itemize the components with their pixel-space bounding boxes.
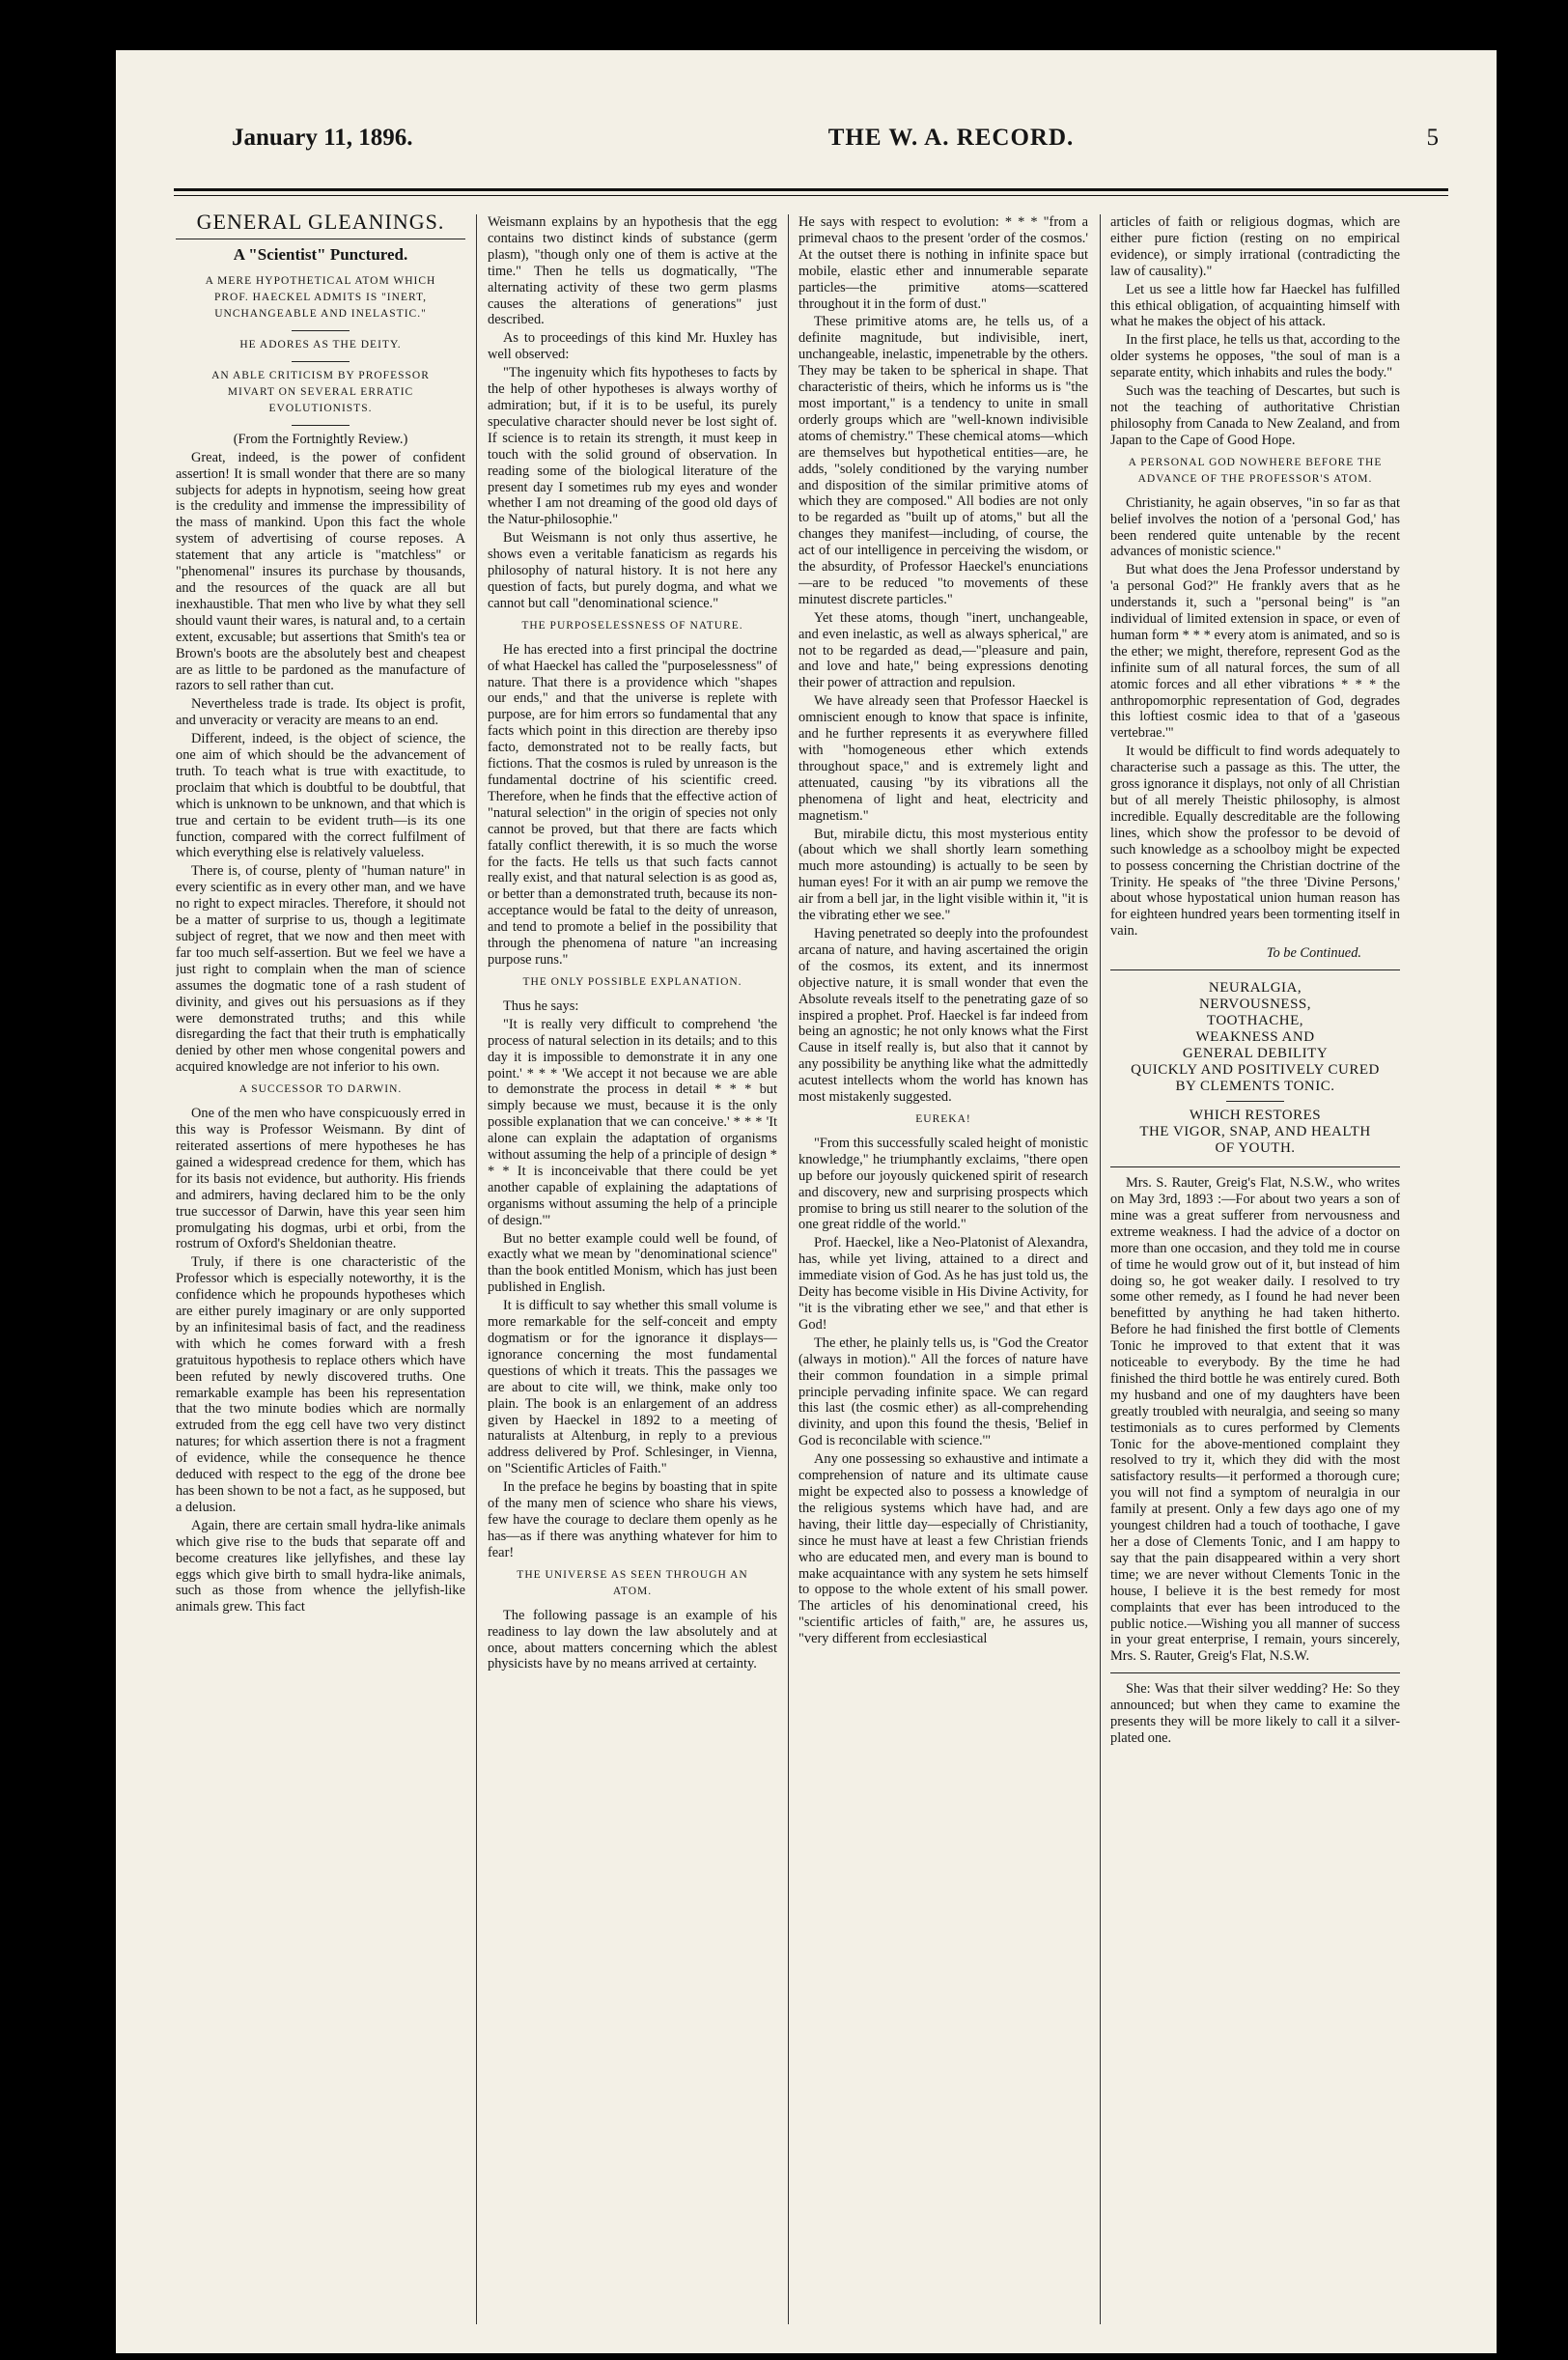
tape-mark — [50, 1531, 89, 1542]
paragraph: But Weismann is not only thus assertive, he shows even a veritable fanaticism as regards his philosophy of natural history. It is not here any question of facts, but purely dogma, and what we cannot but call "denominational science." — [488, 530, 777, 611]
paragraph: It is difficult to say whether this small volume is more remarkable for the self-conceit and empty dogmatism or for the ignorance it displays—ignorance concerning the most fundamental questions of which it treats. This the passages we are about to cite will, we think, make only too plain. The book is an enlargement of an address given by Haeckel in 1892 to a meeting of naturalists at Altenburg, in reply to a previous address delivered by Prof. Schlesinger, in Vienna, on "Scientific Articles of Faith." — [488, 1298, 777, 1477]
paragraph: As to proceedings of this kind Mr. Huxley has well observed: — [488, 330, 777, 363]
quotation: "It is really very difficult to comprehend 'the process of natural selection in its details; and to this day it is impossible to demonstrate it in any one point.' * * * 'We accept it not because we are able to demonstrate the process in detail * * * but simply because we must, because it is the only possible explanation that we can conceive.' * * * 'It alone can explain the adaptation of organisms without assuming the help of a principle of design * * * It is inconceivable that there could be yet another capable of explaining the adaptations of organisms without assuming the help of a principle of design.'" — [488, 1016, 777, 1228]
continued-note: To be Continued. — [1266, 945, 1361, 962]
paragraph: But no better example could well be found, of exactly what we mean by "denominational science" than the book entitled Monism, which has just been published in English. — [488, 1230, 777, 1296]
paragraph: We have already seen that Professor Haeckel is omniscient enough to know that space is infinite, and he further represents it as everywhere filled with "homogeneous ether which extends throughout space," and is extremely light and attenuated, causing "by its vibrations all the phenomena of light and heat, electricity and magnetism." — [798, 693, 1088, 824]
subsection-heading: THE PURPOSELESSNESS OF NATURE. — [521, 619, 743, 632]
paragraph: Such was the teaching of Descartes, but such is not the teaching of authoritative Christian philosophy from Canada to New Zealand, and from Japan to the Cape of Good Hope. — [1110, 383, 1400, 448]
article-title: A "Scientist" Punctured. — [233, 244, 408, 264]
masthead — [232, 113, 1439, 152]
column-divider — [1100, 214, 1101, 2324]
paragraph: One of the men who have conspicuously erred in this way is Professor Weismann. By dint of reiterated assertions of mere hypotheses he has gained a widespread credence for them, which has for its basis not evidence, but authority. His friends and admirers, having declared him to be the only true successor of Darwin, have this year seen him promulgating his dogmas, urbi et orbi, from the rostrum of Oxford's Sheldonian theatre. — [176, 1106, 465, 1252]
paragraph: The ether, he plainly tells us, is "God the Creator (always in motion)." All the forces of nature have their common foundation in a simple primal principle pervading infinite space. We can regard this last (the cosmic ether) as all-comprehending divinity, and upon this found the thesis, 'Belief in God is reconcilable with science.'" — [798, 1335, 1088, 1449]
issue-date: January 11, 1896. — [232, 125, 413, 151]
article-deck: A MERE HYPOTHETICAL ATOM WHICH PROF. HAECKEL ADMITS IS "INERT, UNCHANGEABLE AND INELASTIC." — [205, 274, 436, 320]
divider — [292, 330, 350, 331]
page-number: 5 — [1426, 125, 1439, 151]
divider — [1110, 969, 1400, 970]
ad-line: BY CLEMENTS TONIC. — [1175, 1079, 1335, 1095]
paragraph: He says with respect to evolution: * * * "from a primeval chaos to the present 'order of the cosmos.' At the outset there is nothing in infinite space but mobile, elastic ether and innumerable separate particles—the primitive atoms—scattered throughout it in the form of dust." — [798, 214, 1088, 312]
ad-line: QUICKLY AND POSITIVELY CURED — [1131, 1062, 1380, 1079]
paragraph: Any one possessing so exhaustive and intimate a comprehension of nature and its ultimate cause might be expected also to possess a knowledge of the religious systems which have had, and are having, their little day—especially of Christianity, since he must have at least a few Christian friends who are educated men, and every man is bound to make acquaintance with any system he sets himself to oppose to the whole extent of his small power. The articles of his denominational creed, his "scientific articles of faith," are, he assures us, "very different from ecclesiastical — [798, 1451, 1088, 1647]
newspaper-page — [116, 50, 1497, 2353]
ad-line: NERVOUSNESS, — [1198, 997, 1312, 1013]
subsection-heading: A SUCCESSOR TO DARWIN. — [238, 1083, 403, 1096]
paragraph: Yet these atoms, though "inert, unchangeable, and even inelastic, as well as always spherical," are not to be regarded as dead,—"pleasure and pain, and love and hate," being expressions denoting their power of attraction and repulsion. — [798, 609, 1088, 691]
masthead-rule — [174, 188, 1448, 191]
column-divider — [476, 214, 477, 2324]
paragraph: Weismann explains by an hypothesis that the egg contains two distinct kinds of substance (germ plasm), "though only one of them is active at the time." Then he tells us dogmatically, "The alternating activity of these two germ plasms causes the alterations of generations" just described. — [488, 214, 777, 328]
section-heading: GENERAL GLEANINGS. — [196, 214, 445, 234]
paragraph: These primitive atoms are, he tells us, of a definite magnitude, but indivisible, inert, unchangeable, inelastic, impenetrable by the others. They may be taken to be spherical in shape. That characteristic of theirs, which he informs us is "the most important," is a tendency to unite in small orderly groups which are "well-known indivisible atoms of chemistry." These chemical atoms—which are themselves but hypothetical entities—are, he adds, "solely conditioned by the varying number and disposition of the similar primitive atoms of which they are composed." All bodies are not only to be regarded as "built up of atoms," but all the changes they manifest—including, of course, the act of our intelligence in perceiving the wisdom, or the absurdity, of Professor Haeckel's enunciations—are to be reduced "to movements of these minutest discrete particles." — [798, 314, 1088, 607]
ad-line: THE VIGOR, SNAP, AND HEALTH — [1139, 1124, 1371, 1140]
ad-line: WHICH RESTORES — [1189, 1108, 1322, 1124]
ad-line: WEAKNESS AND — [1195, 1029, 1315, 1046]
article-deck: AN ABLE CRITICISM BY PROFESSOR MIVART ON SEVERAL ERRATIC EVOLUTIONISTS. — [211, 369, 430, 414]
column-3 — [798, 214, 1088, 2324]
ad-line: TOOTHACHE, — [1206, 1013, 1304, 1029]
article-deck: HE ADORES AS THE DEITY. — [239, 338, 402, 351]
subsection-heading: THE UNIVERSE AS SEEN THROUGH AN ATOM. — [517, 1568, 748, 1597]
paragraph: In the preface he begins by boasting that in spite of the many men of science who share his views, few have the courage to declare them openly as he has—as if there was anything whatever for him to fear! — [488, 1479, 777, 1560]
testimonial: Mrs. S. Rauter, Greig's Flat, N.S.W., who writes on May 3rd, 1893 :—For about two years a son of mine was a great sufferer from nervousness and extreme weakness. I had the advice of a doctor on more than one occasion, and they told me in course of time he would grow out of it, but instead of him doing so, he got weaker daily. I resolved to try some other remedy, as I found he had never been benefitted by anything he had taken hitherto. Before he had finished the first bottle of Clements Tonic he improved to that extent that it was noticeable to everybody. By the time he had finished the third bottle he was entirely cured. Both my husband and one of my daughters have been greatly troubled with neuralgia, and seeing so many testimonials as to cures performed by Clements Tonic for the above-mentioned complaint they resolved to try it, which they did with the most satisfactory results—it performed a thorough cure; you will not find a symptom of neuralgia in our family at present. Only a few days ago one of my youngest children had a touch of toothache, I gave her a dose of Clements Tonic, and I am happy to say that the pain disappeared within a very short time; we are never without Clements Tonic in the house, I believe it is the best remedy for most complaints that ever has been introduced to the public notice.—Wishing you all manner of success in your great enterprise, I remain, yours sincerely, Mrs. S. Rauter, Greig's Flat, N.S.W. — [1110, 1175, 1400, 1665]
masthead-rule-thin — [174, 195, 1448, 196]
paragraph: Let us see a little how far Haeckel has fulfilled this ethical obligation, of acquainting himself with what he makes the object of his attack. — [1110, 281, 1400, 330]
paragraph: There is, of course, plenty of "human nature" in every scientific as in every other man, and we have no right to expect miracles. Therefore, it should not be a matter of surprise to us, though a legitimate subject of regret, that we now and then meet with far too much self-assertion. But we feel we have a just right to complain when the man of science assumes the dogmatic tone of a rash student of divinity, and gives out his persuasions as if they were demonstrated truths; and this while disregarding the fact that their truth is emphatically denied by other men whose congenital powers and acquired knowledge are not inferior to his own. — [176, 863, 465, 1076]
paragraph: Thus he says: — [503, 997, 579, 1014]
column-4 — [1110, 214, 1400, 2324]
ad-line: GENERAL DEBILITY — [1182, 1046, 1329, 1062]
subsection-heading: A PERSONAL GOD NOWHERE BEFORE THE ADVANCE OF THE PROFESSOR'S ATOM. — [1128, 456, 1383, 485]
paragraph: It would be difficult to find words adequately to characterise such a passage as this. The utter, the gross ignorance it displays, not only of all Christian but of all merely Theistic philosophy, is almost incredible. Equally descreditable are the following lines, which show the professor to be devoid of such knowledge as a schoolboy might be expected to possess concerning the Christian doctrine of the Trinity. He speaks of "the three 'Divine Persons,' about whose hypostatical union human reason has for eighteen hundred years been tormenting itself in vain. — [1110, 744, 1400, 940]
subsection-heading: THE ONLY POSSIBLE EXPLANATION. — [522, 975, 742, 988]
paragraph: In the first place, he tells us that, according to the older systems he opposes, "the soul of man is a separate entity, which inhabits and rules the body." — [1110, 332, 1400, 381]
paragraph: Different, indeed, is the object of science, the one aim of which should be the advancement of truth. To teach what is true with exactitude, to proclaim that which is doubtful to be doubtful, that which is unknown to be unknown, and that which is true and certain to be evident truth—is its one function, compared with the correct fulfilment of which everything else is relatively valueless. — [176, 731, 465, 861]
column-2 — [488, 214, 777, 2324]
divider — [1110, 1166, 1400, 1167]
publication-title: THE W. A. RECORD. — [827, 125, 1075, 151]
ad-line: NEURALGIA, — [1208, 980, 1302, 997]
quotation: "The ingenuity which fits hypotheses to facts by the help of other hypotheses is always worthy of admiration; but, if it is to be useful, its purely speculative character should never be lost sight of. If science is to retain its strength, it must keep in touch with the solid ground of observation. In reading some of the biological literature of the present day I sometimes rub my eyes and wonder whether I am not dreaming of the good old days of the Natur-philosophie." — [488, 365, 777, 528]
paragraph: But, mirabile dictu, this most mysterious entity (about which we shall shortly learn something much more astounding) is actually to be seen by human eyes! For it with an air pump we remove the air from a bell jar, in the light visible within it, "it is the vibrating ether we see." — [798, 826, 1088, 924]
paragraph: Having penetrated so deeply into the profoundest arcana of nature, and having ascertained the origin of the cosmos, its extent, and its innermost objective nature, it is small wonder that even the Absolute reveals itself to the penetrating gaze of so inspired a prophet. Prof. Haeckel is far indeed from being an agnostic; he not only knows what the First Cause in itself really is, but also that it cannot by any possibility be anything like what the admittedly acutest intellects whom the world has known has most mistakenly suggested. — [798, 925, 1088, 1106]
divider — [1110, 1672, 1400, 1673]
paragraph: Great, indeed, is the power of confident assertion! It is small wonder that there are so many subjects for adepts in hypnotism, seeing how great is the credulity and immense the impressibility of the mass of mankind. Upon this fact the whole system of advertising of course reposes. A statement that any article is "matchless" or "phenomenal" insures its purchase by thousands, and the resources of the quack are all but inexhaustible. That men who live by what they sell should vaunt their wares, is natural and, to a certain extent, excusable; but assertions that Smith's tea or Brown's boots are the absolutely best and cheapest are as little to be pardoned as the manufacture of razors to sell rather than cut. — [176, 449, 465, 694]
paragraph: The following passage is an example of his readiness to lay down the law absolutely and at once, about matters concerning which the ablest physicists have by no means arrived at certainty. — [488, 1607, 777, 1672]
ad-line: OF YOUTH. — [1215, 1140, 1296, 1157]
divider — [292, 361, 350, 362]
paragraph: Truly, if there is one characteristic of the Professor which is especially noteworthy, it is the confidence which he propounds hypotheses which are either purely imaginary or are only supported by an infinitesimal basis of fact, and the readiness with which he comes forward with a fresh gratuitous hypothesis to replace others which have been refuted by newly discovered truths. One remarkable example has been his representation that the two minute bodies which are normally extruded from the egg cell have two very distinct natures; for which assertion there is not a fragment of evidence, while the consequence he thence deduced with respect to the egg of the drone bee has been shown to be not a fact, as he supposed, but a delusion. — [176, 1254, 465, 1515]
divider — [1226, 1101, 1284, 1102]
quotation: "From this successfully scaled height of monistic knowledge," he triumphantly exclaims, "there open up before our joyously quickened spirit of research and discovery, new and surprising prospects which promise to bring us still nearer to the solution of the one great riddle of the world." — [798, 1135, 1088, 1233]
divider — [292, 425, 350, 426]
tape-mark — [53, 242, 92, 259]
paragraph: Again, there are certain small hydra-like animals which give rise to the buds that separate off and become creatures like jellyfishes, and these lay eggs which give birth to small hydra-like animals, such as those from whence the jellyfish-like animals grew. This fact — [176, 1517, 465, 1615]
advertisement-headline — [1110, 980, 1400, 1157]
paragraph: But what does the Jena Professor understand by 'a personal God?" He frankly avers that as he understands it, such a "personal being" is "an individual of limited extension in space, or even of human form * * * every atom is animated, and so is the ether; we might, therefore, represent God as the infinite sum of all natural forces, the sum of all atomic forces and all ether vibrations * * * the anthropomorphic representation of God, degrades this loftiest cosmic idea to that of a 'gaseous vertebrae.'" — [1110, 562, 1400, 742]
paragraph: He has erected into a first principal the doctrine of what Haeckel has called the "purposelessness" of nature. That there is a providence which "shapes our ends," and that the universe is replete with purpose, are for him errors so fundamental that any facts which point in this direction are thereby ipso facto, demonstrated not to be really facts, but fictions. That the cosmos is ruled by unreason is the fundamental doctrine of his scientific creed. Therefore, when he finds that the effective action of "natural selection" in the origin of species not only cannot be proved, but that there are facts which fatally conflict therewith, it is so much the worse for the facts. He tells us that such facts cannot really exist, and that natural selection is as good as, or better than a demonstrated truth, because its non-acceptance would be fatal to the deity of unreason, and tend to promote a belief in the possibility that through the phenomena of nature "an increasing purpose runs." — [488, 641, 777, 968]
column-divider — [788, 214, 789, 2324]
paragraph: articles of faith or religious dogmas, which are either pure fiction (resting on no empirical evidence), or simply irrational (contradicting the law of causality)." — [1110, 214, 1400, 279]
article-source: (From the Fortnightly Review.) — [233, 431, 408, 447]
paragraph: Christianity, he again observes, "in so far as that belief involves the notion of a 'personal God,' has been rendered quite untenable by the recent advances of monistic science." — [1110, 494, 1400, 560]
column-1 — [176, 214, 465, 2324]
joke: She: Was that their silver wedding? He: So they announced; but when they came to examine the presents they will be more likely to call it a silver-plated one. — [1110, 1681, 1400, 1746]
paragraph: Prof. Haeckel, like a Neo-Platonist of Alexandra, has, while yet living, attained to a direct and immediate vision of God. As he has just told us, the Deity has become visible in His Divine Activity, for "it is the vibrating ether we see," and that ether is God! — [798, 1235, 1088, 1333]
subsection-heading: EUREKA! — [915, 1112, 971, 1125]
paragraph: Nevertheless trade is trade. Its object is profit, and unveracity or veracity are means to an end. — [176, 696, 465, 729]
